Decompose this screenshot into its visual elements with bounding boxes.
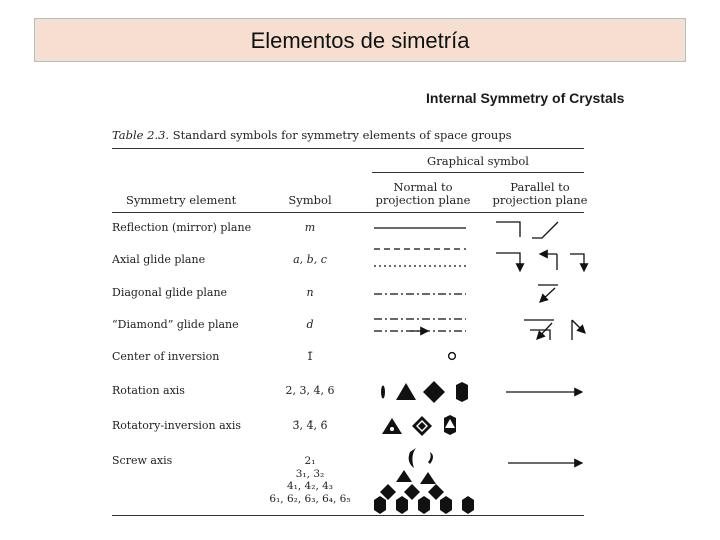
row-axial-glide-symbol: a, b, c [293,253,327,266]
screw-symbol-2: 2₁ [304,455,316,467]
rotation-axis-normal-icon [381,381,468,403]
inversion-center-icon [449,353,456,360]
screw-symbol-4: 4₁, 4₂, 4₃ [286,480,334,492]
screw-symbol-6: 6₁, 6₂, 6₃, 6₄, 6₅ [269,492,351,505]
row-diagonal-glide-symbol: n [306,286,314,299]
row-rotoinversion-axis-element: Rotatory-inversion axis [112,419,241,432]
diamond-glide-normal-icon [374,319,466,331]
row-rotation-axis-element: Rotation axis [112,384,185,397]
header-symmetry-element: Symmetry element [126,193,237,207]
row-inversion-center-element: Center of inversion [112,350,220,363]
table-label: Table 2.3. [112,128,170,142]
rotoinversion-axis-normal-icon [382,415,456,436]
row-mirror-plane-element: Reflection (mirror) plane [112,221,252,234]
row-rotation-axis-symbol: 2, 3, 4, 6 [285,384,335,397]
diagonal-glide-parallel-icon [538,285,558,302]
screw-symbol-3: 3₁, 3₂ [295,467,325,480]
row-mirror-plane-symbol: m [304,221,316,234]
row-diamond-glide-symbol: d [306,318,314,331]
axial-glide-normal-icon [374,249,466,266]
axial-glide-parallel-icon [496,253,584,271]
slide-title: Elementos de simetría [34,18,686,62]
header-normal-to: Normal to projection plane [375,180,471,207]
mirror-plane-parallel-icon [496,222,558,238]
row-screw-axis-element: Screw axis [112,454,173,467]
table-caption-text: Standard symbols for symmetry elements of space groups [172,128,512,142]
book-heading: Internal Symmetry of Crystals [426,90,625,106]
header-graphical-symbol: Graphical symbol [427,154,529,168]
row-diagonal-glide-element: Diagonal glide plane [112,286,228,299]
diamond-glide-parallel-icon [524,320,585,340]
screw-axis-normal-icon [374,448,474,514]
header-parallel-to: Parallel to projection plane [492,180,588,207]
row-inversion-center-symbol: 1̄ [306,350,314,363]
row-rotoinversion-axis-symbol: 3̄, 4̄, 6̄ [292,419,328,432]
row-diamond-glide-element: “Diamond” glide plane [112,318,239,331]
row-axial-glide-element: Axial glide plane [112,253,206,266]
header-symbol: Symbol [288,193,332,207]
